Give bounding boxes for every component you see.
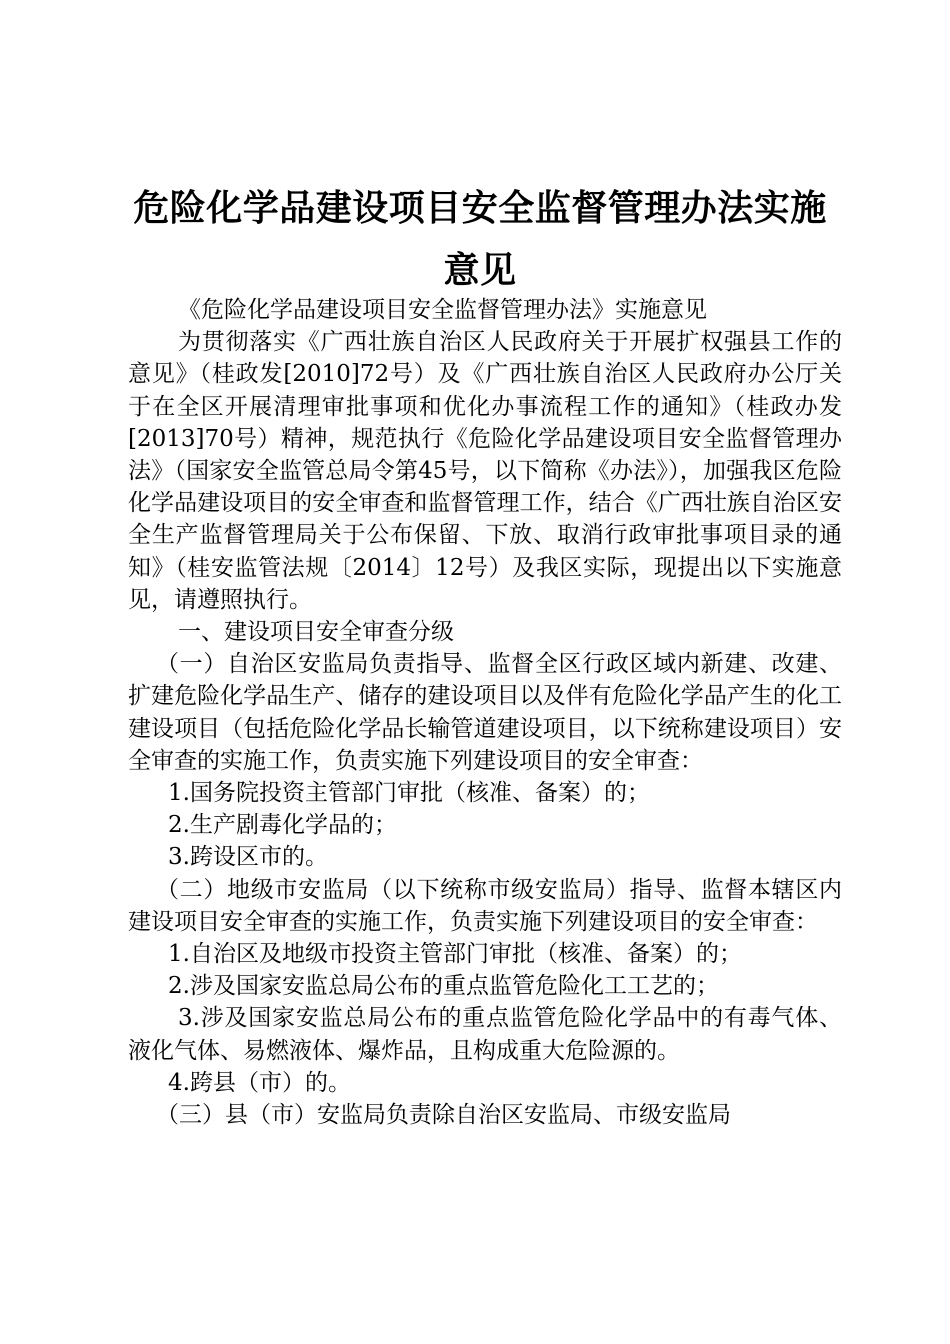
section-heading: 一、建设项目安全审查分级 (178, 619, 454, 646)
document-body (128, 294, 842, 1131)
list-item: 1.国务院投资主管部门审批（核准、备案）的； (168, 780, 650, 807)
document-title: 危险化学品建设项目安全监督管理办法实施意见 (133, 188, 827, 291)
list-item: 4.跨县（市）的。 (168, 1069, 351, 1096)
list-item: 3.跨设区市的。 (168, 844, 328, 871)
list-item: 2.生产剧毒化学品的； (168, 812, 397, 839)
clause-paragraph: （三）县（市）安监局负责除自治区安监局、市级安监局 (156, 1102, 731, 1129)
list-item: 2.涉及国家安监总局公布的重点监管危险化工工艺的； (168, 973, 719, 1000)
list-item: 3.涉及国家安监总局公布的重点监管危险化学品中的有毒气体、液化气体、易燃液体、爆炸品，且构成重大危险源的。 (128, 1005, 842, 1064)
clause-paragraph: （一）自治区安监局负责指导、监督全区行政区域内新建、改建、扩建危险化学品生产、储存的建设项目以及伴有危险化学品产生的化工建设项目（包括危险化学品长输管道建设项目，以下统称建设项目）安全审查的实施工作，负责实施下列建设项目的安全审查： (128, 651, 842, 774)
subtitle-line: 《危险化学品建设项目安全监督管理办法》实施意见 (178, 297, 707, 323)
intro-paragraph: 为贯彻落实《广西壮族自治区人民政府关于开展扩权强县工作的意见》（桂政发[2010]72号）及《广西壮族自治区人民政府办公厅关于在全区开展清理审批事项和优化办事流程工作的通知》（桂政办发[2013]70号）精神，规范执行《危险化学品建设项目安全监督管理办法》（国家安全监管总局令第45号，以下简称《办法》），加强我区危险化学品建设项目的安全审查和监督管理工作，结合《广西壮族自治区安全生产监督管理局关于公布保留、下放、取消行政审批事项目录的通知》（桂安监管法规〔2014〕12号）及我区实际，现提出以下实施意见，请遵照执行。 (128, 329, 842, 613)
list-item: 1.自治区及地级市投资主管部门审批（核准、备案）的； (168, 941, 742, 968)
clause-paragraph: （二）地级市安监局（以下统称市级安监局）指导、监督本辖区内建设项目安全审查的实施工作，负责实施下列建设项目的安全审查： (128, 876, 842, 935)
